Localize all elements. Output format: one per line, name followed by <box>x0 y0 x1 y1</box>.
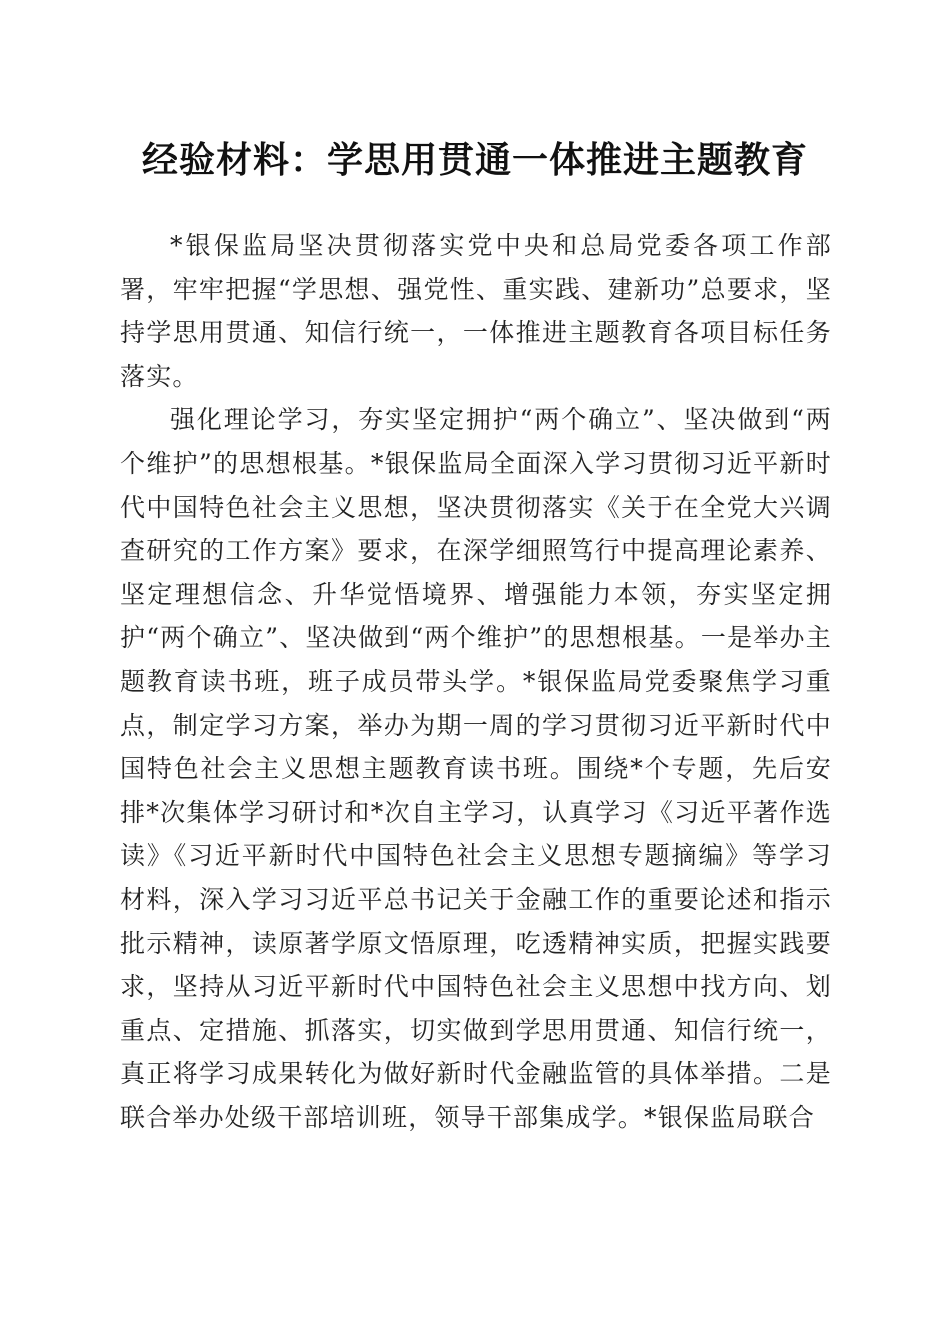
paragraph-theory-study: 强化理论学习，夯实坚定拥护“两个确立”、坚决做到“两个维护”的思想根基。*银保监局全面深入学习贯彻习近平新时代中国特色社会主义思想，坚决贯彻落实《关于在全党大兴调查研究的工作方案》要求，在深学细照笃行中提高理论素养、坚定理想信念、升华觉悟境界、增强能力本领，夯实坚定拥护“两个确立”、坚决做到“两个维护”的思想根基。一是举办主题教育读书班，班子成员带头学。*银保监局党委聚焦学习重点，制定学习方案，举办为期一周的学习贯彻习近平新时代中国特色社会主义思想主题教育读书班。围绕*个专题，先后安排*次集体学习研讨和*次自主学习，认真学习《习近平著作选读》《习近平新时代中国特色社会主义思想专题摘编》等学习材料，深入学习习近平总书记关于金融工作的重要论述和指示批示精神，读原著学原文悟原理，吃透精神实质，把握实践要求，坚持从习近平新时代中国特色社会主义思想中找方向、划重点、定措施、抓落实，切实做到学思用贯通、知信行统一，真正将学习成果转化为做好新时代金融监管的具体举措。二是联合举办处级干部培训班，领导干部集成学。*银保监局联合 <box>120 405 832 1132</box>
paragraph-intro: *银保监局坚决贯彻落实党中央和总局党委各项工作部署，牢牢把握“学思想、强党性、重实践、建新功”总要求，坚持学思用贯通、知信行统一，一体推进主题教育各项目标任务落实。 <box>120 231 832 391</box>
document-body <box>120 224 832 1139</box>
document-title: 经验材料：学思用贯通一体推进主题教育 <box>141 139 808 181</box>
